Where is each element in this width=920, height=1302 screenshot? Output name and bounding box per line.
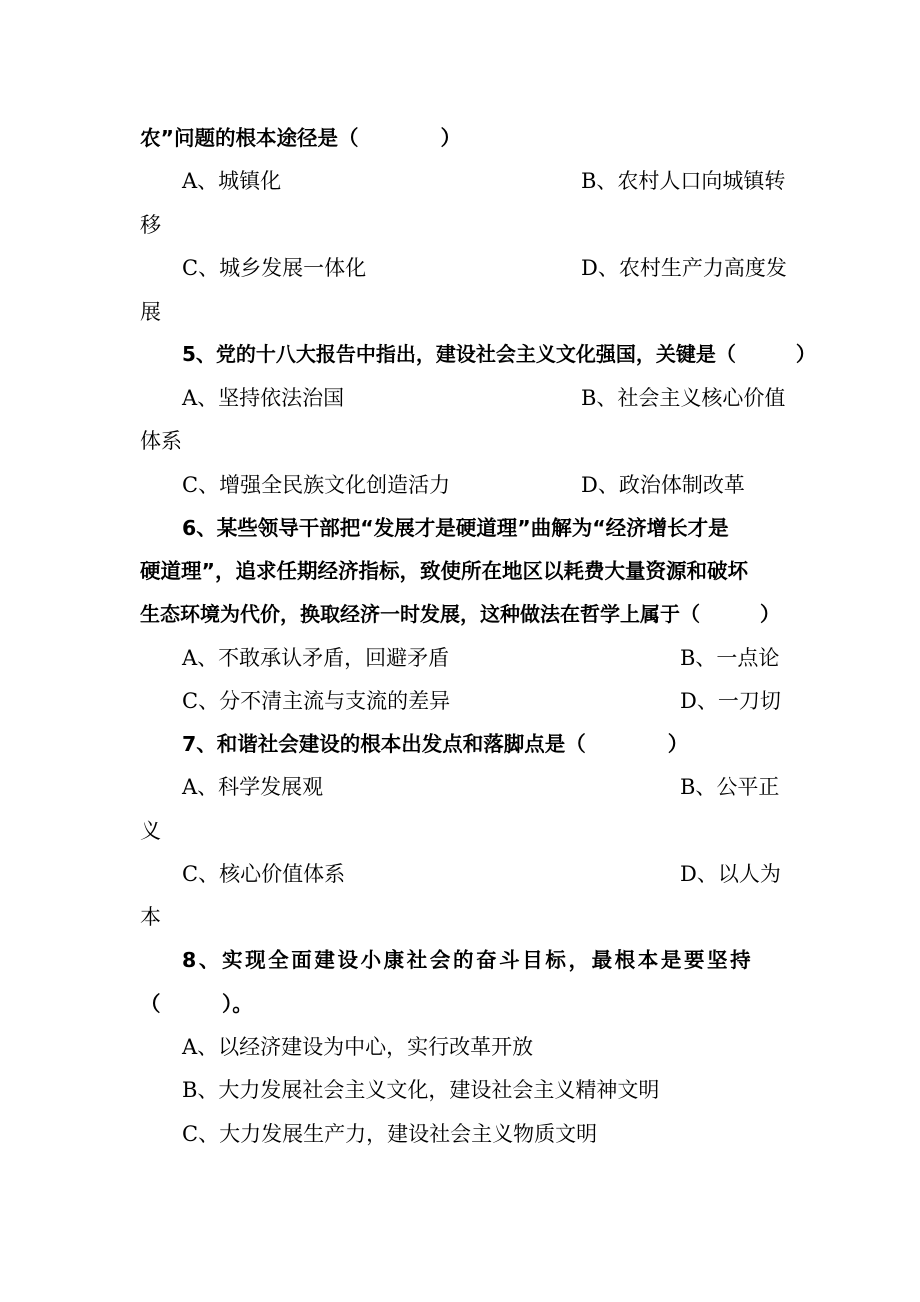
q7-option-d: D、以人为 (680, 862, 781, 886)
q6-option-d: D、一刀切 (680, 689, 781, 713)
q4-option-c: C、城乡发展一体化 (182, 256, 367, 280)
q8-option-c: C、大力发展生产力，建设社会主义物质文明 (182, 1122, 598, 1146)
q6-option-b: B、一点论 (680, 646, 780, 670)
q7-option-b-wrap: 义 (140, 819, 161, 843)
q4-option-a: A、城镇化 (182, 169, 282, 193)
q7-option-b: B、公平正 (680, 775, 780, 799)
q8-option-a: A、以经济建设为中心，实行改革开放 (182, 1035, 534, 1059)
q5-option-b-wrap: 体系 (140, 429, 182, 453)
q8-stem-line1: 8、实现全面建设小康社会的奋斗目标，最根本是要坚持 (182, 948, 754, 972)
q7-option-a: A、科学发展观 (182, 775, 324, 799)
q4-option-d-wrap: 展 (140, 300, 161, 324)
q6-option-c: C、分不清主流与支流的差异 (182, 689, 451, 713)
q8-option-b: B、大力发展社会主义文化，建设社会主义精神文明 (182, 1078, 660, 1102)
q5-option-d: D、政治体制改革 (581, 473, 745, 497)
q6-stem-line1: 6、某些领导干部把“发展才是硬道理”曲解为“经济增长才是 (182, 516, 729, 540)
q5-stem: 5、党的十八大报告中指出，建设社会主义文化强国，关键是（ ） (182, 342, 816, 366)
q6-stem-line3: 生态环境为代价，换取经济一时发展，这种做法在哲学上属于（ ） (140, 602, 780, 626)
q7-option-c: C、核心价值体系 (182, 862, 346, 886)
q6-option-a: A、不敢承认矛盾，回避矛盾 (182, 646, 450, 670)
q5-option-c: C、增强全民族文化创造活力 (182, 473, 451, 497)
q8-stem-line2: （ ）。 (140, 992, 253, 1016)
q7-stem: 7、和谐社会建设的根本出发点和落脚点是（ ） (182, 732, 689, 756)
q4-option-d: D、农村生产力高度发 (581, 256, 787, 280)
q6-stem-line2: 硬道理”，追求任期经济指标，致使所在地区以耗费大量资源和破坏 (140, 559, 748, 583)
q5-option-a: A、坚持依法治国 (182, 386, 345, 410)
q7-option-d-wrap: 本 (140, 905, 161, 929)
q5-option-b: B、社会主义核心价值 (581, 386, 786, 410)
q4-stem-tail: 农”问题的根本途径是（ ） (140, 126, 461, 150)
q4-option-b: B、农村人口向城镇转 (581, 169, 786, 193)
q4-option-b-wrap: 移 (140, 213, 161, 237)
